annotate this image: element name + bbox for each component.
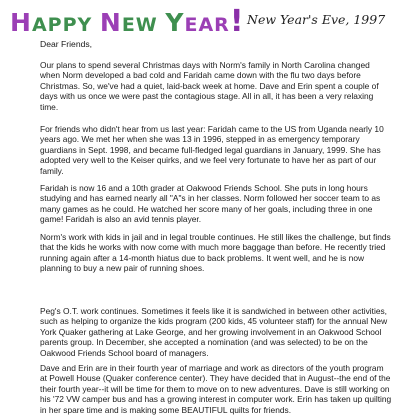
title-ear: EAR <box>184 14 230 36</box>
page-title <box>10 4 245 39</box>
dateline: New Year's Eve, 1997 <box>247 12 386 27</box>
paragraph-faridah-background: For friends who didn't hear from us last year: Faridah came to the US from Uganda nearly 10 years ago. We met her when she was 13 in 1996, stepped in as emergency temporary guardians in Sept. 1998, and became full-fledged legal guardians in January, 1999. She has adopted very well to the Keiser quirks, and we feel very fortunate to have her as part of our family. <box>40 124 384 176</box>
title-n: N <box>99 8 122 37</box>
greeting: Dear Friends, <box>40 39 93 49</box>
title-appy: APPY <box>31 14 93 36</box>
title-exclamation: ! <box>229 4 245 39</box>
title-h: H <box>10 8 32 37</box>
paragraph-christmas-plans: Our plans to spend several Christmas days with Norm's family in North Carolina changed when Norm developed a bad cold and Faridah came down with the flu two days before Christmas. So, we've had a quiet, laid-back week at home. Dave and Erin spent a couple of days with us once we were past the contagious stage. All in all, it has been a very relaxing time. <box>40 60 379 112</box>
title-ew: EW <box>121 14 158 36</box>
paragraph-dave-erin: Dave and Erin are in their fourth year of marriage and work as directors of the youth program at Powell House (Quaker conference center). They have decided that in August--the end of the their fourth year--it will be time for them to move on to new adventures. Dave is still working on his '72 VW camper bus and has a growing interest in computer work. Erin has taken up quilting in her spare time and is making some BEAUTIFUL quilts for friends. <box>40 363 392 415</box>
paragraph-norm-work: Norm's work with kids in jail and in legal trouble continues. He still likes the challenge, but finds that the kids he works with now come with much more baggage than before. He recently tried running again after a 14-month hiatus due to back problems. It went well, and he is now planning to buy a new pair of running shoes. <box>40 232 391 274</box>
title-y: Y <box>165 8 185 37</box>
paragraph-peg-work: Peg's O.T. work continues. Sometimes it feels like it is sandwiched in between other activities, such as helping to organize the kids program (200 kids, 45 volunteer staff) for the annual New York Quaker gathering at Lake George, and her growing involvement in an Oakwood School parents group. In December, she accepted a nomination (and was selected) to be on the Oakwood Friends School board of managers. <box>40 306 388 358</box>
paragraph-faridah-school: Faridah is now 16 and a 10th grader at Oakwood Friends School. She puts in long hours studying and has earned nearly all "A"s in her classes. Norm followed her soccer team to as many games as he could. He watched her score many of her goals, including three in one game! Faridah is also an avid tennis player. <box>40 183 381 225</box>
